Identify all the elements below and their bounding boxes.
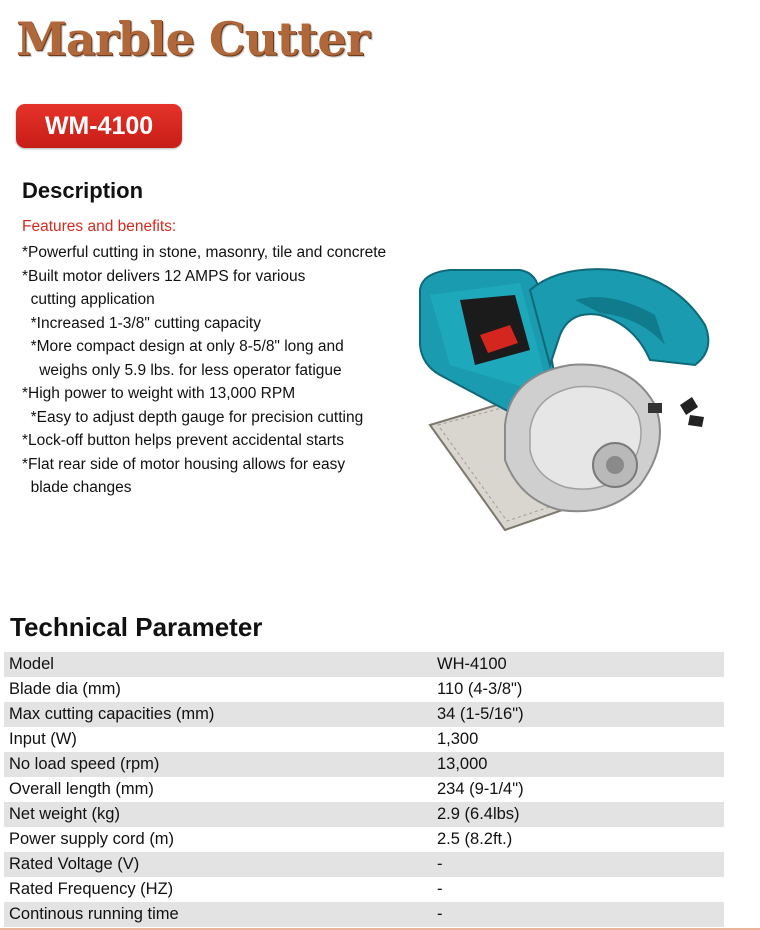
spec-label: Overall length (mm) bbox=[9, 780, 154, 798]
table-row bbox=[4, 902, 724, 927]
table-row bbox=[4, 727, 724, 752]
spec-label: Max cutting capacities (mm) bbox=[4, 702, 429, 727]
marble-cutter-product-image bbox=[410, 255, 730, 540]
table-row bbox=[4, 702, 724, 727]
spec-value: 34 (1-5/16") bbox=[429, 702, 724, 727]
spec-label: No load speed (rpm) bbox=[4, 752, 429, 777]
spec-label: Continous running time bbox=[4, 902, 429, 927]
feature-item: *Easy to adjust depth gauge for precision cutting bbox=[22, 408, 364, 426]
page-title: Marble Cutter bbox=[16, 12, 369, 66]
spec-label: Blade dia (mm) bbox=[9, 680, 121, 698]
table-row bbox=[4, 877, 724, 902]
table-row bbox=[4, 802, 724, 827]
feature-item: *Lock-off button helps prevent accidental starts bbox=[22, 432, 344, 449]
table-row bbox=[4, 752, 724, 777]
table-row bbox=[4, 852, 724, 877]
feature-item: *Increased 1-3/8" cutting capacity bbox=[22, 314, 261, 332]
spec-label: Input (W) bbox=[9, 730, 77, 748]
spec-label: Power supply cord (m) bbox=[9, 830, 175, 848]
feature-item: weighs only 5.9 lbs. for less operator fatigue bbox=[22, 361, 342, 379]
spec-value: 234 (9-1/4") bbox=[437, 780, 524, 798]
spec-value: WH-4100 bbox=[429, 652, 724, 677]
spec-value: - bbox=[437, 880, 443, 898]
spec-value: 1,300 bbox=[437, 730, 479, 748]
table-row bbox=[4, 827, 724, 852]
spec-value: 2.9 (6.4lbs) bbox=[429, 802, 724, 827]
feature-item: *Flat rear side of motor housing allows for easy bbox=[22, 455, 346, 473]
feature-item: blade changes bbox=[22, 479, 132, 496]
feature-item: *Powerful cutting in stone, masonry, tile and concrete bbox=[22, 244, 387, 261]
feature-item: *More compact design at only 8-5/8" long and bbox=[22, 338, 344, 355]
spec-table bbox=[4, 652, 724, 927]
table-row bbox=[4, 677, 724, 702]
feature-item: cutting application bbox=[22, 291, 155, 308]
spec-label: Net weight (kg) bbox=[4, 802, 429, 827]
spec-label: Model bbox=[4, 652, 429, 677]
features-label: Features and benefits: bbox=[22, 218, 177, 235]
spec-value: 110 (4-3/8") bbox=[437, 680, 523, 698]
feature-item: *High power to weight with 13,000 RPM bbox=[22, 385, 296, 402]
table-row bbox=[4, 652, 724, 677]
features-list bbox=[22, 241, 386, 500]
model-badge: WM-4100 bbox=[16, 104, 182, 148]
spec-label: Rated Voltage (V) bbox=[4, 852, 429, 877]
spec-value: 2.5 (8.2ft.) bbox=[437, 830, 513, 848]
description-heading: Description bbox=[22, 178, 144, 203]
spec-value: - bbox=[429, 902, 724, 927]
spec-value: 13,000 bbox=[429, 752, 724, 777]
table-row bbox=[4, 777, 724, 802]
spec-value: - bbox=[429, 852, 724, 877]
technical-heading: Technical Parameter bbox=[10, 612, 263, 642]
feature-item: *Built motor delivers 12 AMPS for various bbox=[22, 267, 306, 285]
spec-label: Rated Frequency (HZ) bbox=[9, 880, 174, 898]
